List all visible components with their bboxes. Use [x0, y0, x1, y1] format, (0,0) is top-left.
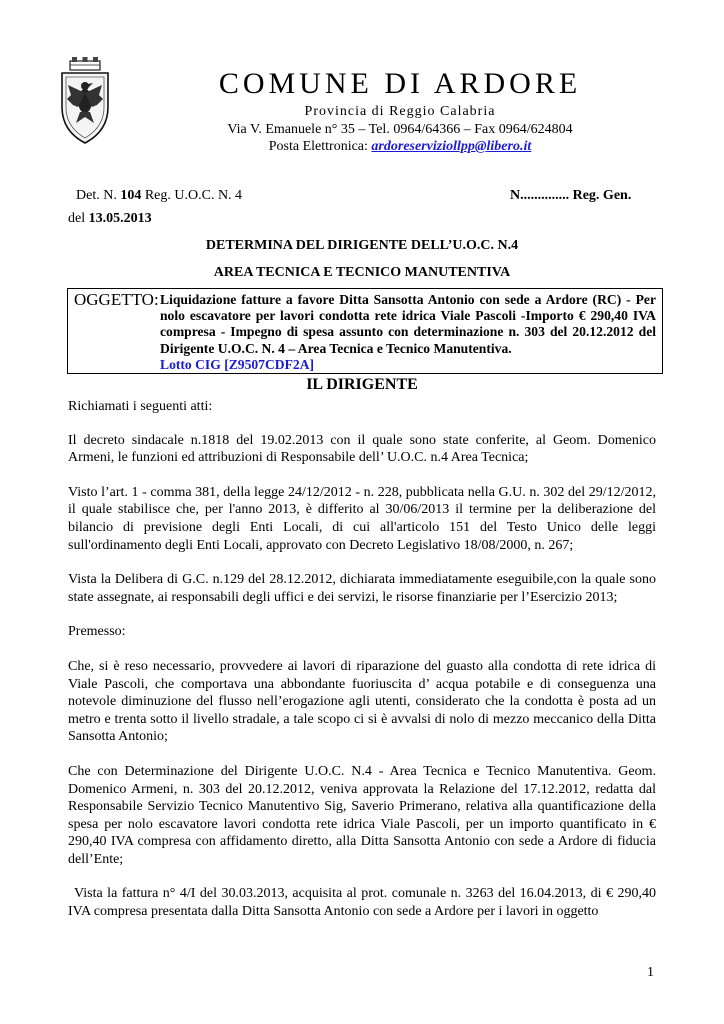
subject-text	[160, 292, 656, 373]
determination-date	[68, 211, 152, 227]
subject-label: OGGETTO:	[74, 290, 159, 309]
dirigente-heading: IL DIRIGENTE	[306, 376, 418, 393]
subject-body: Liquidazione fatture a favore Ditta Sansotta Antonio con sede a Ardore (RC) - Per nolo escavatore per lavori condotta rete idrica Viale Pascoli -Importo € 290,40 IVA compresa - Impegno di spesa assunto con determinazione n. 303 del 20.12.2012 del Dirigente U.O.C. N. 4 – Area Tecnica e Tecnico Manutentiva.	[160, 292, 656, 356]
paragraph: Che con Determinazione del Dirigente U.O.C. N.4 - Area Tecnica e Tecnico Manutentiva. Geom. Domenico Armeni, n. 303 del 20.12.2012, veniva approvata la Relazione del 17.12.2012, redatta dal Responsabile Servizio Tecnico Manutentivo Sig, Saverio Primerano, relativa alla quantificazione della spesa per nolo escavatore lavori condotta rete idrica Viale Pascoli, per un importo quantificato in € 290,40 IVA compresa con affidamento diretto, alla Ditta Sansotta Antonio con sede a Ardore di fiducia dell’Ente;	[68, 763, 656, 867]
email-line	[130, 138, 670, 155]
subject-box	[67, 288, 663, 374]
paragraph: Che, si è reso necessario, provvedere ai lavori di riparazione del guasto alla condotta di rete idrica di Viale Pascoli, che comportava una abbondante fuoriuscita d’ acqua potabile e di conseguenza una notevole diminuzione del flusso nell’erogazione agli utenti, considerato che la condotta è posta ad un metro e trenta sotto il livello stradale, a tale scopo ci si è avvalsi di nolo di mezzo meccanico della Ditta Sansotta Antonio;	[68, 658, 656, 745]
paragraph: Vista la Delibera di G.C. n.129 del 28.12.2012, dichiarata immediatamente eseguibile,con la quale sono state assegnate, ai responsabili degli uffici e dei servizi, le risorse finanziarie per l’Esercizio 2013;	[68, 572, 656, 605]
paragraph: Premesso:	[68, 624, 126, 640]
determination-number	[76, 188, 242, 204]
province-line: Provincia di Reggio Calabria	[304, 104, 496, 119]
cig-code: Lotto CIG [Z9507CDF2A]	[160, 356, 315, 372]
det-prefix: Det. N.	[76, 188, 117, 203]
email-label: Posta Elettronica:	[268, 139, 368, 154]
determina-heading: DETERMINA DEL DIRIGENTE DELL’U.O.C. N.4	[205, 238, 519, 253]
paragraph: Vista la fattura n° 4/I del 30.03.2013, acquisita al prot. comunale n. 3263 del 16.04.2013, di € 290,40 IVA compresa presentata dalla Ditta Sansotta Antonio con sede a Ardore per i lavori in oggetto	[68, 886, 656, 920]
municipality-title: COMUNE DI ARDORE	[218, 67, 582, 100]
paragraph: Il decreto sindacale n.1818 del 19.02.2013 con il quale sono state conferite, al Geom. Domenico Armeni, le funzioni ed attribuzioni di Responsabile dell’ U.O.C. n.4 Area Tecnica;	[68, 432, 656, 466]
coat-of-arms-icon	[56, 55, 114, 147]
document-body	[68, 398, 656, 938]
date-value: 13.05.2013	[88, 211, 152, 226]
det-reg-uoc: Reg. U.O.C. N. 4	[144, 188, 243, 203]
date-label: del	[68, 211, 86, 226]
paragraph: Richiamati i seguenti atti:	[68, 399, 213, 414]
page-number: 1	[647, 965, 654, 980]
email-link[interactable]: ardoreserviziollpp@libero.it	[371, 139, 532, 154]
det-number: 104	[120, 188, 142, 203]
area-heading: AREA TECNICA E TECNICO MANUTENTIVA	[213, 265, 511, 280]
address-line: Via V. Emanuele n° 35 – Tel. 0964/64366 – Fax 0964/624804	[227, 122, 573, 137]
reg-gen-number: N.............. Reg. Gen.	[510, 188, 632, 203]
paragraph: Visto l’art. 1 - comma 381, della legge 24/12/2012 - n. 228, pubblicata nella G.U. n. 302 del 29/12/2012, il quale stabilisce che, per l'anno 2013, è differito al 30/06/2013 il termine per la deliberazione del bilancio di previsione degli Enti Locali, di cui all'articolo 151 del Testo Unico delle leggi sull'ordinamento degli Enti Locali, approvato con Decreto Legislativo 18/08/2000, n. 267;	[68, 484, 656, 553]
